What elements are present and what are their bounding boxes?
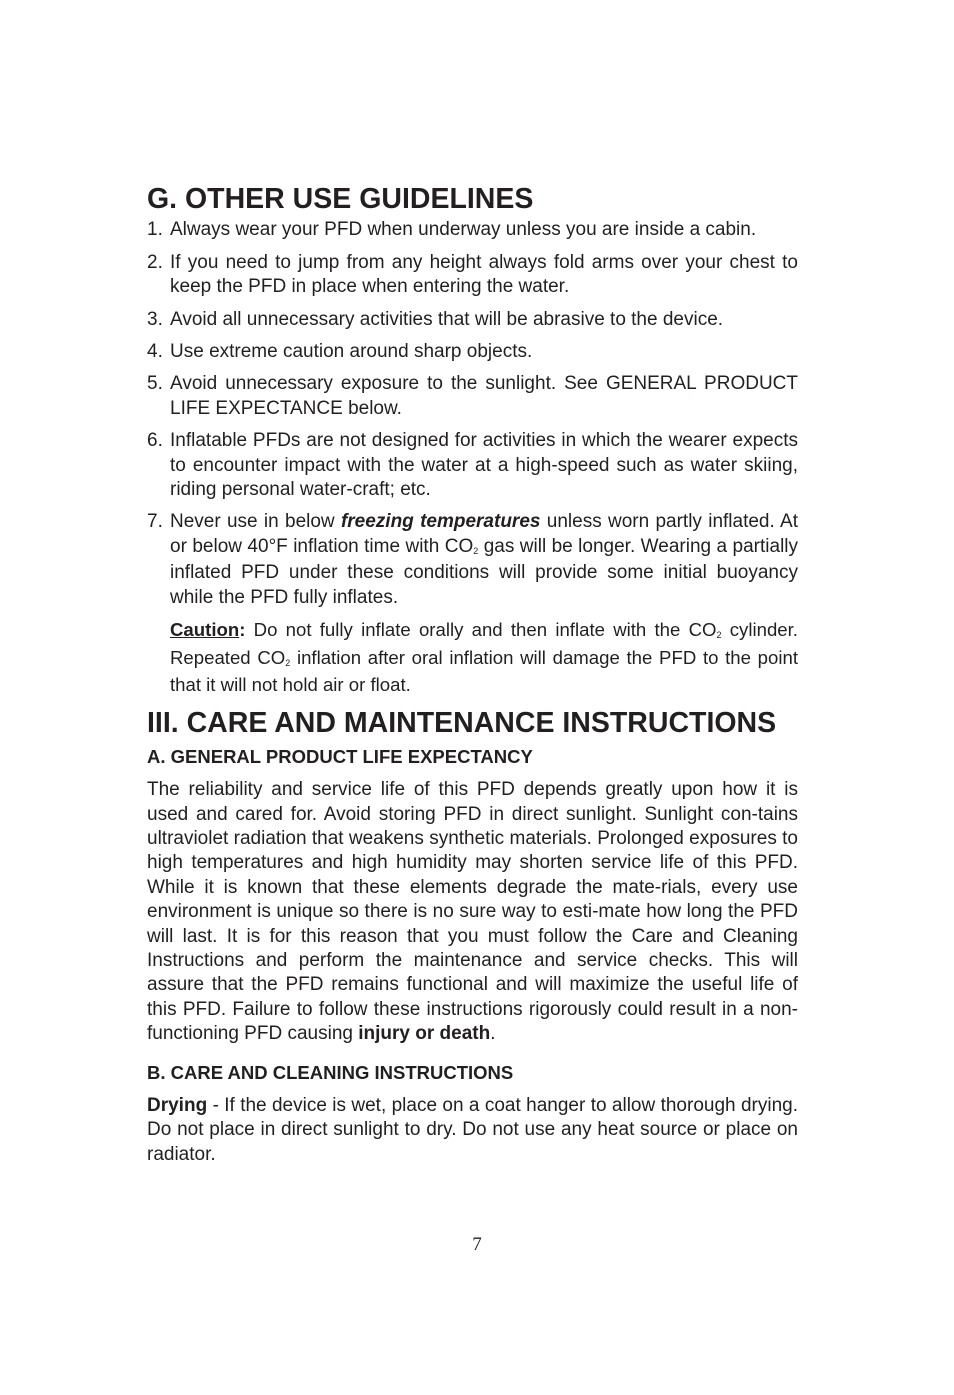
guideline-item-1 <box>147 218 798 242</box>
item-number: 2. <box>147 251 163 273</box>
guideline-item-4 <box>147 340 798 364</box>
caution-text: Do not fully inflate orally and then inflate with the CO <box>245 619 717 641</box>
life-expectancy-paragraph <box>147 778 798 1046</box>
injury-emphasis: injury or death <box>358 1023 491 1045</box>
page-number: 7 <box>472 1234 482 1255</box>
item-text: gas will be longer. Wearing a partially inflated PFD under these conditions will provide some initial buoyancy while the PFD fully inflates. <box>170 535 799 608</box>
caution-text: cylinder. Repeated CO <box>170 619 798 668</box>
item-text: Always wear your PFD when underway unless you are inside a cabin. <box>170 219 757 241</box>
item-text: Avoid all unnecessary activities that will be abrasive to the device. <box>170 308 724 330</box>
item-text: Inflatable PFDs are not designed for activities in which the wearer expects to encounter impact with the water at a high-speed such as water skiing, riding personal water-craft; etc. <box>170 430 798 501</box>
section-a-heading: A. GENERAL PRODUCT LIFE EXPECTANCY <box>147 745 533 767</box>
item-text: Never use in below <box>170 511 341 533</box>
caution-colon: : <box>239 619 246 641</box>
item-text: Avoid unnecessary exposure to the sunlight. See GENERAL PRODUCT LIFE EXPECTANCE below. <box>170 373 798 419</box>
section-iii-heading: III. CARE AND MAINTENANCE INSTRUCTIONS <box>147 707 777 740</box>
subscript: 2 <box>716 630 722 641</box>
item-text: Use extreme caution around sharp objects. <box>170 341 533 363</box>
item-number: 1. <box>147 219 163 241</box>
item-text: If you need to jump from any height always fold arms over your chest to keep the PFD in place when entering the water. <box>170 251 798 298</box>
drying-text: - If the device is wet, place on a coat hanger to allow thorough drying. Do not place in direct sunlight to dry. Do not use any heat source or place on radiator. <box>147 1095 798 1165</box>
guideline-item-7 <box>147 510 798 610</box>
section-b-heading: B. CARE AND CLEANING INSTRUCTIONS <box>147 1061 514 1083</box>
paragraph-text: The reliability and service life of this PFD depends greatly upon how it is used and cared for. Avoid storing PFD in direct sunlight. Sunlight con-tains ultraviolet radiation that weakens synthetic materials. Prolonged exposures to high temperatures and high humidity may shorten service life of this PFD. While it is known that these elements degrade the mate-rials, every use environment is unique so there is no sure way to esti-mate how long the PFD will last. It is for this reason that you must follow the Care and Cleaning Instructions and perform the maintenance and service checks. This will assure that the PFD remains functional and will maximize the useful life of this PFD. Failure to follow these instructions rigorously could result in a non-functioning PFD causing <box>147 779 798 1045</box>
caution-text: inflation after oral inflation will damage the PFD to the point that it will not hold air or float. <box>170 646 799 695</box>
subscript: 2 <box>285 657 291 668</box>
subscript: 2 <box>473 545 479 556</box>
guideline-item-2 <box>147 251 798 300</box>
caution-note <box>170 618 798 697</box>
item-number: 3. <box>147 308 163 330</box>
paragraph-end: . <box>490 1023 496 1045</box>
item-text: unless worn partly inflated. At or below 40°F inflation time with CO <box>170 511 798 557</box>
freezing-emphasis: freezing temperatures <box>340 511 541 533</box>
manual-page-content <box>147 183 799 1181</box>
section-g-heading: G. OTHER USE GUIDELINES <box>147 183 534 215</box>
guidelines-list <box>147 218 798 610</box>
item-number: 6. <box>147 430 163 452</box>
caution-label: Caution <box>170 619 240 641</box>
guideline-item-6 <box>147 429 798 502</box>
item-number: 5. <box>147 373 163 395</box>
guideline-item-3 <box>147 308 798 332</box>
item-number: 4. <box>147 341 163 363</box>
drying-label: Drying <box>147 1095 208 1116</box>
drying-paragraph <box>147 1094 798 1167</box>
item-number: 7. <box>147 511 163 533</box>
guideline-item-5 <box>147 372 798 421</box>
